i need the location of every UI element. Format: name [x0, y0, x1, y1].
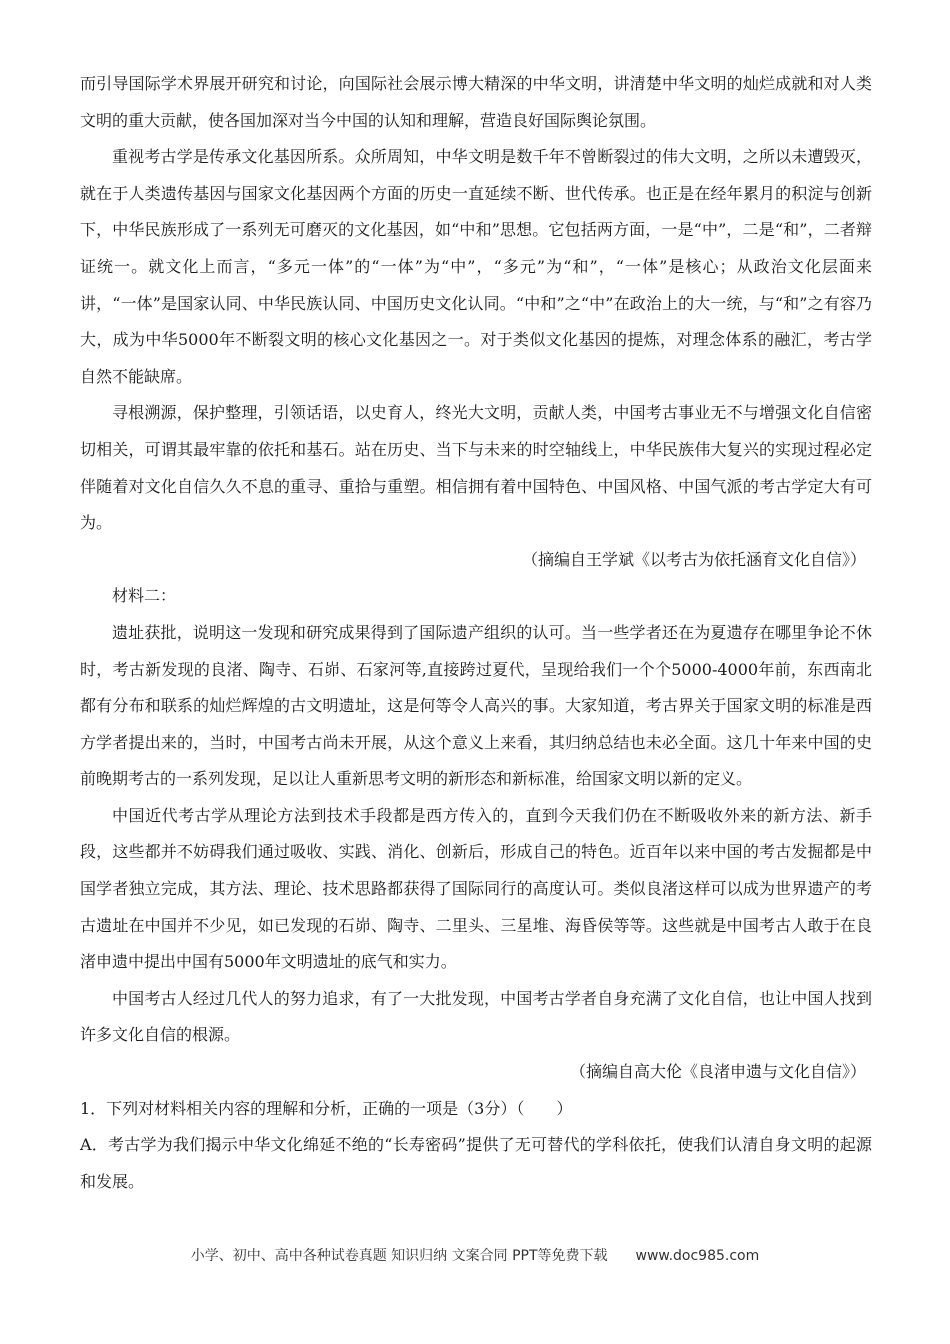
question-1: 1．下列对材料相关内容的理解和分析，正确的一项是（3分）（ ）: [80, 1098, 573, 1118]
footer-text: 小学、初中、高中各种试卷真题 知识归纳 文案合同 PPT等免费下载: [190, 1248, 608, 1264]
footer-site-link[interactable]: www.doc985.com: [635, 1248, 760, 1264]
paragraph-modern-archaeology: 中国近代考古学从理论方法到技术手段都是西方传入的，直到今天我们仍在不断吸收外来的新方法、新手段，这些都并不妨碍我们通过吸收、实践、消化、创新后，形成自己的特色。近百年以来中国的考古发掘都是中国学者独立完成，其方法、理论、技术思路都获得了国际同行的高度认可。类似良渚这样可以成为世界遗产的考古遗址在中国并不少见，如已发现的石峁、陶寺、二里头、三星堆、海昏侯等等。这些就是中国考古人敢于在良渚申遗中提出中国有5000年文明遗址的底气和实力。: [80, 805, 872, 972]
source-citation-1: （摘编自王学斌《以考古为依托涵育文化自信》）: [521, 549, 866, 569]
paragraph-site-approval: 遗址获批，说明这一发现和研究成果得到了国际遗产组织的认可。当一些学者还在为夏遗存在哪里争论不休时，考古新发现的良渚、陶寺、石峁、石家河等,直接跨过夏代，呈现给我们一个个5000-4000年前，东西南北都有分布和联系的灿烂辉煌的古文明遗址，这是何等令人高兴的事。大家知道，考古界关于国家文明的标准是西方学者提出来的，当时，中国考古尚未开展，从这个意义上来看，其归纳总结也未必全面。这几十年来中国的史前晚期考古的一系列发现，足以让人重新思考文明的新形态和新标准，给国家文明以新的定义。: [80, 622, 872, 789]
paragraph-root-tracing: 寻根溯源，保护整理，引领话语，以史育人，终光大文明，贡献人类，中国考古事业无不与增强文化自信密切相关，可谓其最牢靠的依托和基石。站在历史、当下与未来的时空轴线上，中华民族伟大复兴的实现过程必定伴随着对文化自信久久不息的重寻、重拾与重塑。相信拥有着中国特色、中国风格、中国气派的考古学定大有可为。: [80, 403, 872, 533]
paragraph-cultural-gene: 重视考古学是传承文化基因所系。众所周知，中华文明是数千年不曾断裂过的伟大文明，之所以未遭毁灭，就在于人类遗传基因与国家文化基因两个方面的历史一直延续不断、世代传承。也正是在经年累月的积淀与创新下，中华民族形成了一系列无可磨灭的文化基因，如“中和”思想。它包括两方面，一是“中”，二是“和”，二者辩证统一。就文化上而言，“多元一体”的“一体”为“中”，“多元”为“和”，“一体”是核心；从政治文化层面来讲，“一体”是国家认同、中华民族认同、中国历史文化认同。“中和”之“中”在政治上的大一统，与“和”之有容乃大，成为中华5000年不断裂文明的核心文化基因之一。对于类似文化基因的提炼，对理念体系的融汇，考古学自然不能缺席。: [80, 147, 872, 386]
question-1-option-a: A．考古学为我们揭示中华文化绵延不绝的“长寿密码”提供了无可替代的学科依托，使我们认清自身文明的起源和发展。: [80, 1135, 872, 1191]
paragraph-generations-effort: 中国考古人经过几代人的努力追求，有了一大批发现，中国考古学者自身充满了文化自信，也让中国人找到许多文化自信的根源。: [80, 988, 872, 1045]
document-body: [80, 66, 872, 1200]
paragraph-continued: 而引导国际学术界展开研究和讨论，向国际社会展示博大精深的中华文明，讲清楚中华文明的灿烂成就和对人类文明的重大贡献，使各国加深对当今中国的认知和理解，营造良好国际舆论氛围。: [80, 74, 872, 130]
material-2-label: 材料二：: [112, 586, 177, 606]
page-footer: [0, 1245, 950, 1265]
source-citation-2: （摘编自高大伦《良渚申遗与文化自信》）: [569, 1062, 866, 1082]
